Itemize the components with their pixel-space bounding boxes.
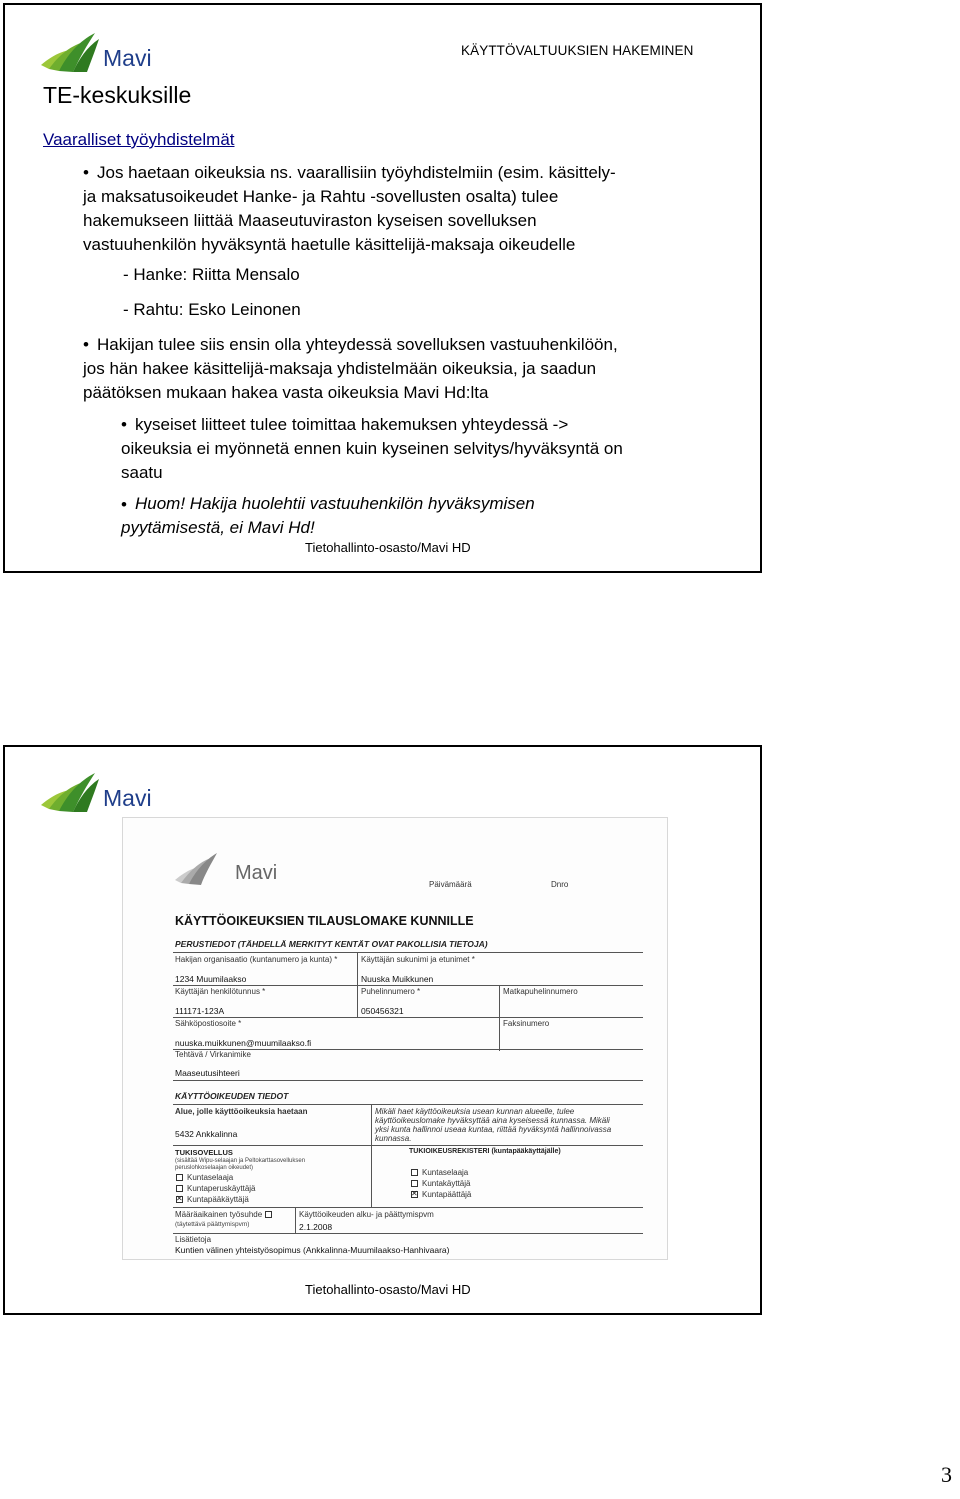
fixed-term-note: (täytettävä päättymispvm)	[175, 1221, 250, 1228]
area-label: Alue, jolle käyttöoikeuksia haetaan	[175, 1107, 308, 1116]
mobile-label: Matkapuhelinnumero	[503, 987, 578, 996]
paragraph-line: jos hän hakee käsittelijä-maksaja yhdistelmään oikeuksia, ja saadun	[83, 359, 597, 378]
paragraph-line: Jos haetaan oikeuksia ns. vaarallisiin työyhdistelmiin (esim. käsittely-	[97, 163, 616, 182]
checkbox-rek-kuntaselaaja[interactable]	[411, 1169, 418, 1176]
checkbox-kuntaperuskayttaja[interactable]	[176, 1185, 183, 1192]
page-number: 3	[941, 1462, 952, 1487]
contact-hanke: - Hanke: Riitta Mensalo	[123, 265, 300, 284]
phone-label: Puhelinnumero *	[361, 987, 421, 996]
checkbox-fixed-term[interactable]	[265, 1211, 272, 1218]
org-label: Hakijan organisaatio (kuntanumero ja kunta) *	[175, 955, 338, 964]
form-title: KÄYTTÖOIKEUKSIEN TILAUSLOMAKE KUNNILLE	[175, 914, 474, 928]
slide-title: TE-keskuksille	[43, 82, 192, 108]
email-value: nuuska.muikkunen@muumilaakso.fi	[175, 1038, 312, 1048]
tuki-note: (sisältää Wipu-selaajan ja Peltokarttasovelluksen peruslohkoselaajan oikeudet)	[175, 1158, 306, 1171]
option-label: Kuntakäyttäjä	[422, 1179, 471, 1188]
option-label: Kuntaselaaja	[422, 1168, 469, 1177]
id-value: 111171-123A	[175, 1006, 225, 1016]
paragraph-4	[121, 492, 535, 540]
role-value: Maaseutusihteeri	[175, 1068, 240, 1078]
paragraph-line: hakemukseen liittää Maaseutuviraston kyseisen sovelluksen	[83, 211, 537, 230]
paragraph-line: oikeuksia ei myönnetä ennen kuin kyseinen selvitys/hyväksyntä on	[121, 439, 623, 458]
checkbox-kuntapaakayttaja[interactable]	[176, 1196, 183, 1203]
fax-label: Faksinumero	[503, 1019, 550, 1028]
area-note-line: Mikäli haet käyttöoikeuksia usean kunnan alueelle, tulee	[375, 1107, 575, 1116]
area-value: 5432 Ankkalinna	[175, 1129, 238, 1139]
paragraph-line: Huom! Hakija huolehtii vastuuhenkilön hyväksymisen	[135, 494, 535, 513]
paragraph-2	[83, 333, 618, 405]
divider	[173, 1207, 643, 1208]
name-label: Käyttäjän sukunimi ja etunimet *	[361, 955, 475, 964]
paragraph-1	[83, 161, 616, 257]
name-value: Nuuska Muikkunen	[361, 974, 434, 984]
bullet-marker: •	[83, 335, 89, 354]
bullet-marker: •	[121, 495, 127, 514]
divider	[173, 1145, 643, 1146]
form-mavi-logo-icon	[173, 850, 237, 886]
mavi-logo	[37, 769, 167, 815]
section-rights: KÄYTTÖOIKEUDEN TIEDOT	[175, 1091, 289, 1101]
paragraph-line: päätöksen mukaan hakea vasta oikeuksia Mavi Hd:lta	[83, 383, 489, 402]
period-value: 2.1.2008	[299, 1222, 333, 1232]
area-note-line: kunnassa.	[375, 1134, 412, 1143]
divider	[173, 1104, 643, 1105]
divider	[173, 952, 643, 953]
paragraph-line: pyytämisestä, ei Mavi Hd!	[121, 518, 315, 537]
area-note	[375, 1107, 611, 1143]
paragraph-3	[121, 413, 623, 485]
id-label: Käyttäjän henkilötunnus *	[175, 987, 266, 996]
date-label: Päivämäärä	[429, 880, 472, 889]
option-label: Kuntapäättäjä	[422, 1190, 472, 1199]
slide-footer: Tietohallinto-osasto/Mavi HD	[305, 540, 471, 555]
option-label: Kuntapääkäyttäjä	[187, 1195, 249, 1204]
mavi-logo-text: Mavi	[103, 45, 152, 71]
divider	[371, 1145, 372, 1207]
fixed-term-label: Määräaikainen työsuhde	[175, 1210, 263, 1219]
area-note-line: käyttöoikeuslomake hyväksyttää aina kyseisessä kunnassa. Mikäli	[375, 1116, 610, 1125]
period-label: Käyttöoikeuden alku- ja päättymispvm	[299, 1210, 434, 1219]
option-label: Kuntaselaaja	[187, 1173, 234, 1182]
role-label: Tehtävä / Virkanimike	[175, 1050, 251, 1059]
divider	[357, 952, 358, 1018]
form-logo-text: Mavi	[235, 862, 278, 884]
tuki-title: TUKISOVELLUS	[175, 1148, 233, 1157]
checkbox-rek-kuntakayttaja[interactable]	[411, 1180, 418, 1187]
email-label: Sähköpostiosoite *	[175, 1019, 242, 1028]
paragraph-line: Hakijan tulee siis ensin olla yhteydessä sovelluksen vastuuhenkilöön,	[97, 335, 618, 354]
divider	[295, 1207, 296, 1233]
slide-2	[3, 745, 762, 1315]
contact-rahtu: - Rahtu: Esko Leinonen	[123, 300, 301, 319]
divider	[499, 985, 500, 1051]
org-value: 1234 Muumilaakso	[175, 974, 247, 984]
header-title: KÄYTTÖVALTUUKSIEN HAKEMINEN	[461, 43, 694, 58]
bullet-marker: •	[121, 415, 127, 434]
mavi-logo	[37, 29, 167, 75]
slide-footer: Tietohallinto-osasto/Mavi HD	[305, 1282, 471, 1297]
divider	[173, 1080, 643, 1081]
checkbox-kuntaselaaja[interactable]	[176, 1174, 183, 1181]
phone-value: 050456321	[361, 1006, 404, 1016]
divider	[371, 1104, 372, 1146]
extra-value: Kuntien välinen yhteistyösopimus (Ankkalinna-Muumilaakso-Hanhivaara)	[175, 1245, 450, 1255]
divider	[173, 1233, 643, 1234]
form-image	[122, 817, 668, 1260]
bullet-marker: •	[83, 163, 89, 182]
paragraph-line: ja maksatusoikeudet Hanke- ja Rahtu -sovellusten osalta) tulee	[83, 187, 559, 206]
option-label: Kuntaperuskäyttäjä	[187, 1184, 256, 1193]
checkbox-rek-kuntapaattaja[interactable]	[411, 1191, 418, 1198]
section-basic-info: PERUSTIEDOT (TÄHDELLÄ MERKITYT KENTÄT OVAT PAKOLLISIA TIETOJA)	[175, 939, 488, 949]
rek-title: TUKIOIKEUSREKISTERI (kuntapääkäyttäjälle)	[409, 1148, 561, 1155]
slide-1	[3, 3, 762, 573]
paragraph-line: saatu	[121, 463, 163, 482]
slide-subtitle: Vaaralliset työyhdistelmät	[43, 130, 235, 149]
divider	[173, 1017, 643, 1018]
divider	[173, 985, 643, 986]
mavi-logo-text: Mavi	[103, 785, 152, 811]
extra-label: Lisätietoja	[175, 1235, 212, 1244]
dnro-label: Dnro	[551, 880, 569, 889]
area-note-line: yksi kunta hallinnoi useaa kuntaa, riittää hyväksyntä hallinnoivassa	[375, 1125, 612, 1134]
paragraph-line: vastuuhenkilön hyväksyntä haetulle käsittelijä-maksaja oikeudelle	[83, 235, 576, 254]
paragraph-line: kyseiset liitteet tulee toimittaa hakemuksen yhteydessä ->	[135, 415, 569, 434]
